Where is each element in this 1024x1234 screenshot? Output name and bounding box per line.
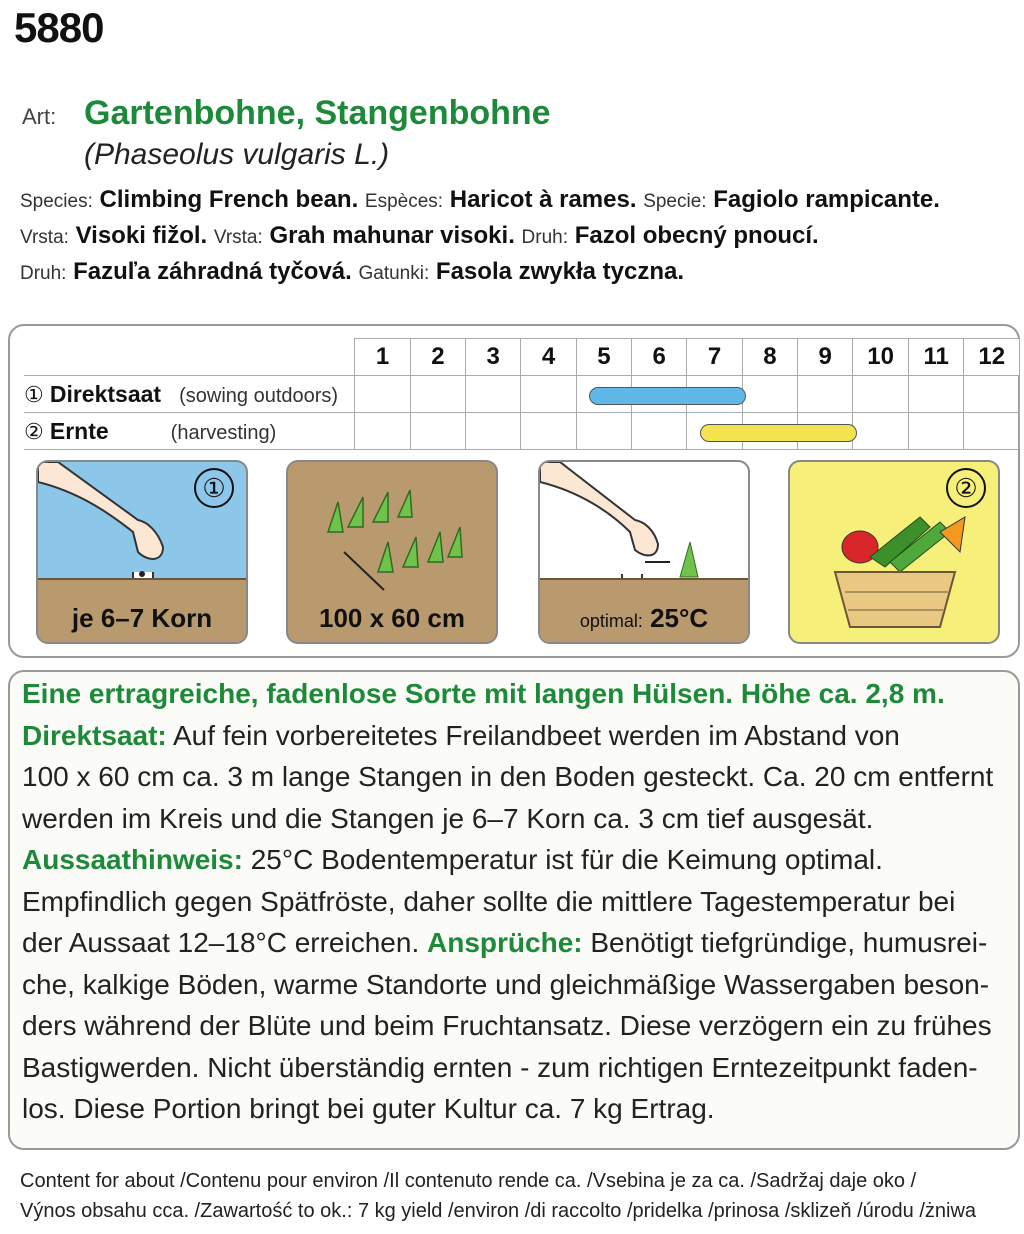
species-value: Fagiolo rampicante. bbox=[713, 186, 940, 213]
month-header: 2 bbox=[410, 339, 465, 376]
description-text: Bastigwerden. Nicht überständig ernten - zum richtigen Erntezeitpunkt faden- bbox=[22, 1051, 978, 1083]
description-heading: Eine ertragreiche, fadenlose Sorte mit langen Hülsen. Höhe ca. 2,8 m. bbox=[22, 678, 945, 709]
month-header: 9 bbox=[798, 339, 853, 376]
calendar-cell bbox=[466, 376, 521, 413]
calendar-cell bbox=[798, 376, 853, 413]
month-header: 4 bbox=[521, 339, 576, 376]
description-text: Empfindlich gegen Spätfröste, daher sollte die mittlere Tagestemperatur bei bbox=[22, 885, 956, 917]
step-number-2: ② bbox=[946, 468, 986, 508]
species-line bbox=[20, 222, 819, 250]
month-header: 11 bbox=[908, 339, 964, 376]
species-label: Species: bbox=[20, 191, 93, 212]
calendar-cell bbox=[466, 413, 521, 450]
description-line bbox=[22, 927, 987, 959]
product-code: 5880 bbox=[14, 4, 104, 51]
description-line bbox=[22, 1052, 978, 1084]
description-line bbox=[22, 720, 900, 752]
species-label: Druh: bbox=[521, 227, 569, 248]
calendar-cell bbox=[355, 413, 410, 450]
calendar-cell bbox=[908, 376, 964, 413]
description-heading: Ansprüche: bbox=[427, 927, 583, 958]
description-line bbox=[22, 803, 873, 835]
month-header: 12 bbox=[964, 339, 1020, 376]
latin-name: (Phaseolus vulgaris L.) bbox=[84, 138, 390, 171]
calendar-cell bbox=[576, 413, 631, 450]
harvest-period-bar bbox=[700, 424, 857, 442]
calendar-cell bbox=[632, 413, 687, 450]
description-line bbox=[22, 969, 989, 1001]
species-label: Gatunki: bbox=[358, 263, 430, 284]
species-value: Climbing French bean. bbox=[99, 186, 359, 213]
species-line bbox=[20, 186, 940, 214]
species-label: Vrsta: bbox=[213, 227, 263, 248]
month-header: 5 bbox=[576, 339, 631, 376]
calendar-corner bbox=[24, 339, 355, 376]
description-heading: Aussaathinweis: bbox=[22, 844, 243, 875]
species-value: Haricot à rames. bbox=[449, 186, 637, 213]
step-caption: optimal: 25°C bbox=[579, 603, 709, 633]
species-value: Fazol obecný pnoucí. bbox=[574, 222, 819, 249]
step-spacing bbox=[286, 460, 498, 644]
calendar-cell bbox=[908, 413, 964, 450]
step-sowing bbox=[36, 460, 248, 644]
step-harvest bbox=[788, 460, 1000, 644]
description-text: 25°C Bodentemperatur ist für die Keimung optimal. bbox=[242, 844, 883, 875]
species-value: Visoki fižol. bbox=[75, 222, 208, 249]
calendar-cell bbox=[964, 413, 1020, 450]
description-line bbox=[22, 844, 883, 876]
description-line bbox=[22, 1093, 715, 1125]
step-caption: 100 x 60 cm bbox=[318, 603, 465, 633]
description-line bbox=[22, 1010, 992, 1042]
description-text: werden im Kreis und die Stangen je 6–7 Korn ca. 3 cm tief ausgesät. bbox=[22, 802, 874, 834]
calendar-cell bbox=[742, 376, 797, 413]
month-header: 10 bbox=[853, 339, 909, 376]
calendar-cell bbox=[410, 413, 465, 450]
step-temperature bbox=[538, 460, 750, 644]
month-header: 1 bbox=[355, 339, 410, 376]
row-marker: ② bbox=[24, 418, 44, 444]
row-label: Ernte bbox=[49, 417, 109, 444]
calendar-cell bbox=[521, 413, 576, 450]
row-sublabel: (harvesting) bbox=[170, 421, 277, 444]
step-number-1: ① bbox=[194, 468, 234, 508]
calendar-panel bbox=[8, 324, 1020, 658]
row-marker: ① bbox=[24, 381, 44, 407]
description-line bbox=[22, 886, 955, 918]
calendar-table bbox=[24, 338, 1020, 450]
sowing-period-bar bbox=[589, 387, 746, 405]
calendar-cell bbox=[853, 413, 909, 450]
description-text: Benötigt tiefgründige, humusrei- bbox=[582, 927, 988, 958]
description-panel bbox=[8, 670, 1020, 1150]
species-label: Druh: bbox=[20, 263, 67, 284]
species-label: Vrsta: bbox=[20, 227, 69, 248]
description-line bbox=[22, 678, 945, 710]
calendar-cell bbox=[521, 376, 576, 413]
description-heading: Direktsaat: bbox=[22, 719, 167, 751]
species-label: Specie: bbox=[643, 191, 707, 212]
species-value: Fazuľa záhradná tyčová. bbox=[73, 258, 352, 285]
art-name: Gartenbohne, Stangenbohne bbox=[84, 94, 551, 132]
calendar-row-label bbox=[24, 413, 355, 450]
calendar-cell bbox=[355, 376, 410, 413]
footer-line-1: Content for about /Contenu pour environ /Il contenuto rende ca. /Vsebina je za ca. /Sadržaj daje oko / bbox=[20, 1170, 917, 1192]
row-sublabel: (sowing outdoors) bbox=[179, 384, 339, 407]
calendar-cell bbox=[853, 376, 909, 413]
description-text: los. Diese Portion bringt bei guter Kultur ca. 7 kg Ertrag. bbox=[22, 1093, 715, 1124]
species-value: Fasola zwykła tyczna. bbox=[435, 258, 685, 285]
description-text: che, kalkige Böden, warme Standorte und gleichmäßige Wassergaben beson- bbox=[22, 968, 990, 1000]
calendar-cell bbox=[964, 376, 1020, 413]
species-line bbox=[20, 258, 684, 286]
species-label: Espèces: bbox=[364, 191, 444, 212]
step-caption: je 6–7 Korn bbox=[71, 603, 213, 633]
month-header: 8 bbox=[742, 339, 797, 376]
calendar-row-label bbox=[24, 376, 355, 413]
month-header: 3 bbox=[466, 339, 521, 376]
description-text: 100 x 60 cm ca. 3 m lange Stangen in den Boden gesteckt. Ca. 20 cm entfernt bbox=[22, 761, 994, 792]
month-header: 6 bbox=[632, 339, 687, 376]
calendar-cell bbox=[410, 376, 465, 413]
art-label: Art: bbox=[22, 104, 57, 129]
footer-line-2: Výnos obsahu cca. /Zawartość to ok.: 7 kg yield /environ /di raccolto /pridelka /prinosa /sklizeň /úrodu /żniwa bbox=[20, 1200, 977, 1222]
description-text: ders während der Blüte und beim Fruchtansatz. Diese verzögern ein zu frühes bbox=[22, 1010, 992, 1041]
month-header: 7 bbox=[687, 339, 742, 376]
description-text: Auf fein vorbereitetes Freilandbeet werden im Abstand von bbox=[166, 719, 900, 751]
description-text: der Aussaat 12–18°C erreichen. bbox=[22, 927, 428, 958]
row-label: Direktsaat bbox=[49, 380, 162, 407]
description-line bbox=[22, 761, 993, 793]
species-value: Grah mahunar visoki. bbox=[269, 222, 515, 249]
